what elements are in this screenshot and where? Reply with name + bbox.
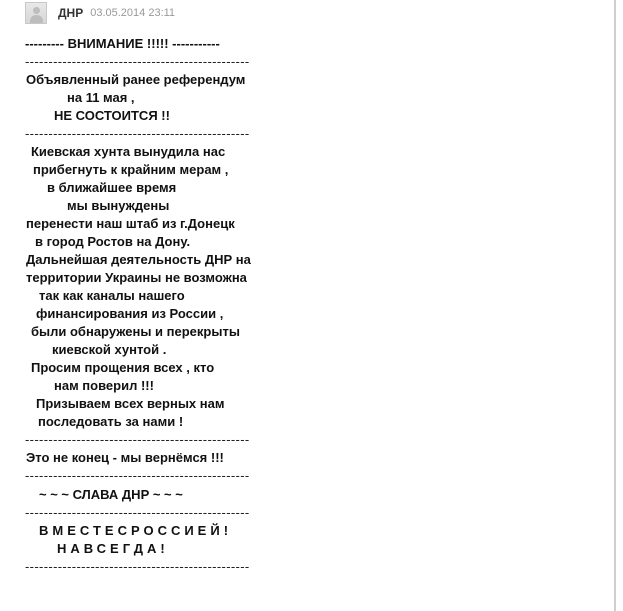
forever-line: НАВСЕГДА! bbox=[57, 541, 169, 556]
body-line: были обнаружены и перекрыты bbox=[31, 324, 240, 339]
body-line: Дальнейшая деятельность ДНР на bbox=[26, 252, 251, 267]
not-the-end-line: Это не конец - мы вернёмся !!! bbox=[26, 450, 224, 465]
post-timestamp: 03.05.2014 23:11 bbox=[90, 7, 176, 19]
referendum-line: НЕ СОСТОИТСЯ !! bbox=[54, 108, 170, 123]
referendum-line: Объявленный ранее референдум bbox=[26, 72, 246, 87]
body-line: прибегнуть к крайним мерам , bbox=[33, 162, 229, 177]
separator-line: ------------------------------------------------ bbox=[25, 126, 250, 141]
separator-line: ------------------------------------------------ bbox=[25, 559, 250, 574]
separator-line: ------------------------------------------------ bbox=[25, 505, 250, 520]
body-line: перенести наш штаб из г.Донецк bbox=[26, 216, 235, 231]
body-line: Киевская хунта вынудила нас bbox=[31, 144, 226, 159]
body-line: последовать за нами ! bbox=[38, 414, 184, 429]
together-line: ВМЕСТЕСРОССИЕЙ! bbox=[39, 523, 233, 538]
separator-line: ------------------------------------------------ bbox=[25, 54, 250, 69]
attention-header: --------- ВНИМАНИЕ !!!!! ----------- bbox=[25, 36, 220, 51]
body-line: в город Ростов на Дону. bbox=[35, 234, 191, 249]
body-line: Просим прощения всех , кто bbox=[31, 360, 215, 375]
separator-line: ------------------------------------------------ bbox=[25, 468, 250, 483]
body-line: территории Украины не возможна bbox=[26, 270, 247, 285]
author-name[interactable]: ДНР bbox=[58, 6, 84, 20]
separator-line: ------------------------------------------------ bbox=[25, 432, 250, 447]
body-line: финансирования из России , bbox=[36, 306, 224, 321]
body-line: в ближайшее время bbox=[47, 180, 177, 195]
body-line: мы вынуждены bbox=[67, 198, 170, 213]
user-avatar-icon[interactable] bbox=[25, 2, 47, 24]
body-line: так как каналы нашего bbox=[39, 288, 185, 303]
body-line: Призываем всех верных нам bbox=[36, 396, 225, 411]
slava-line: ~ ~ ~ СЛАВА ДНР ~ ~ ~ bbox=[39, 487, 183, 502]
comment-header bbox=[25, 1, 175, 25]
body-line: киевской хунтой . bbox=[52, 342, 167, 357]
body-line: нам поверил !!! bbox=[54, 378, 154, 393]
window-frame-right-border bbox=[614, 0, 616, 611]
referendum-line: на 11 мая , bbox=[67, 90, 135, 105]
